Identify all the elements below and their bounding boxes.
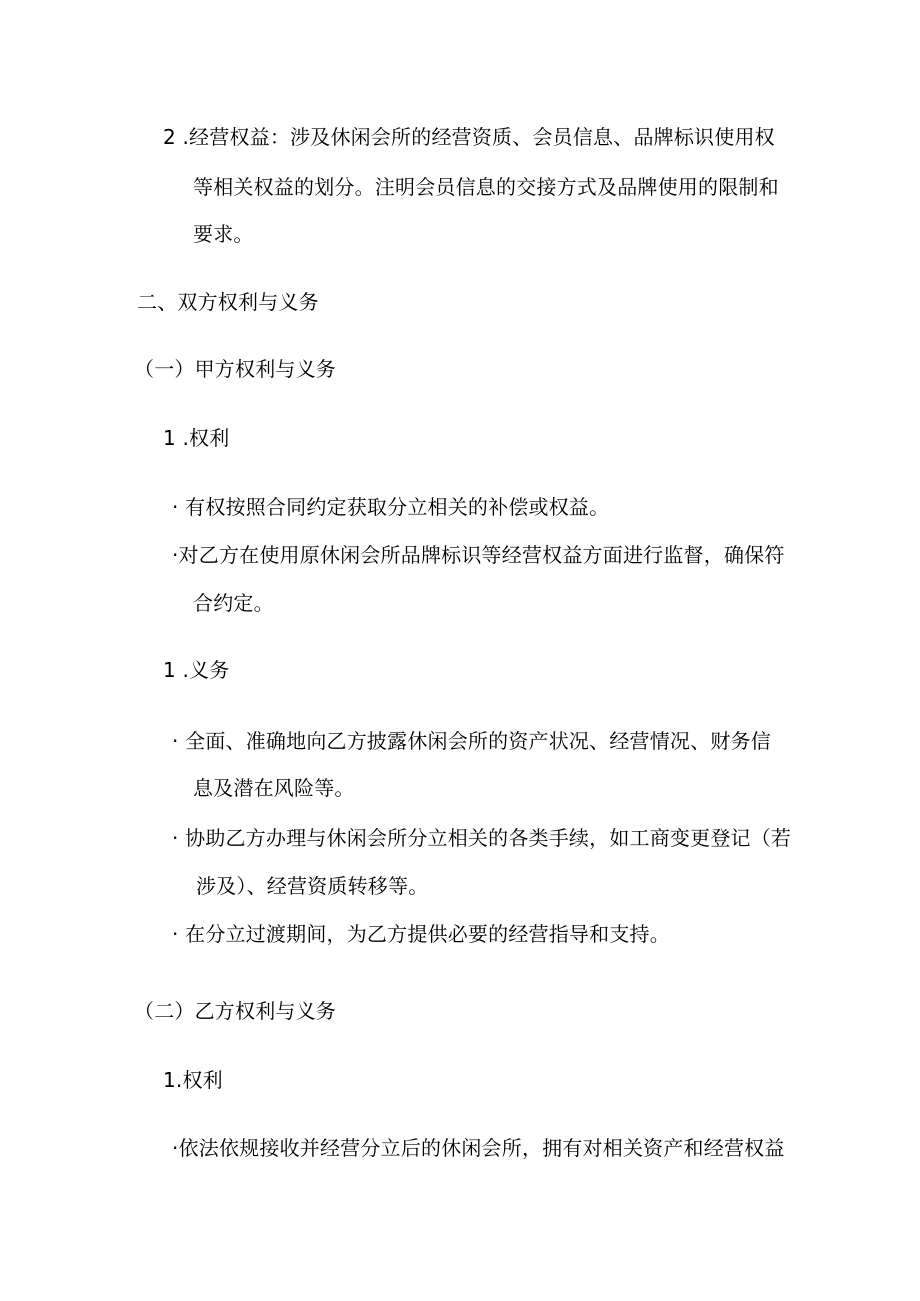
item-2-line-3: 要求。 xyxy=(193,222,254,246)
party-a-duty-1-line-2: 息及潜在风险等。 xyxy=(193,776,355,800)
party-a-right-1: · 有权按照合同约定获取分立相关的补偿或权益。 xyxy=(172,495,610,519)
party-a-duty-1-line-1: · 全面、准确地向乙方披露休闲会所的资产状况、经营情况、财务信 xyxy=(172,729,771,753)
party-a-duty-3: · 在分立过渡期间，为乙方提供必要的经营指导和支持。 xyxy=(172,922,670,946)
item-2-line-2: 等相关权益的划分。注明会员信息的交接方式及品牌使用的限制和 xyxy=(193,175,779,199)
item-2-line-1: 2 .经营权益：涉及休闲会所的经营资质、会员信息、品牌标识使用权 xyxy=(163,125,775,149)
subsection-2-title: （二）乙方权利与义务 xyxy=(134,999,336,1023)
section-2-title: 二、双方权利与义务 xyxy=(137,290,319,314)
party-a-right-2-line-1: ·对乙方在使用原休闲会所品牌标识等经营权益方面进行监督，确保符 xyxy=(172,543,785,567)
subsection-1-title: （一）甲方权利与义务 xyxy=(134,357,336,381)
party-b-rights-heading: 1.权利 xyxy=(163,1068,223,1092)
party-a-rights-heading: 1 .权利 xyxy=(163,426,230,450)
party-a-duty-2-line-1: · 协助乙方办理与休闲会所分立相关的各类手续，如工商变更登记（若 xyxy=(172,826,792,850)
party-a-duty-2-line-2: 涉及）、经营资质转移等。 xyxy=(196,874,429,898)
party-b-right-1-line-1: ·依法依规接收并经营分立后的休闲会所，拥有对相关资产和经营权益 xyxy=(172,1136,785,1160)
party-a-right-2-line-2: 合约定。 xyxy=(193,591,274,615)
party-a-duties-heading: 1 .义务 xyxy=(163,658,230,682)
